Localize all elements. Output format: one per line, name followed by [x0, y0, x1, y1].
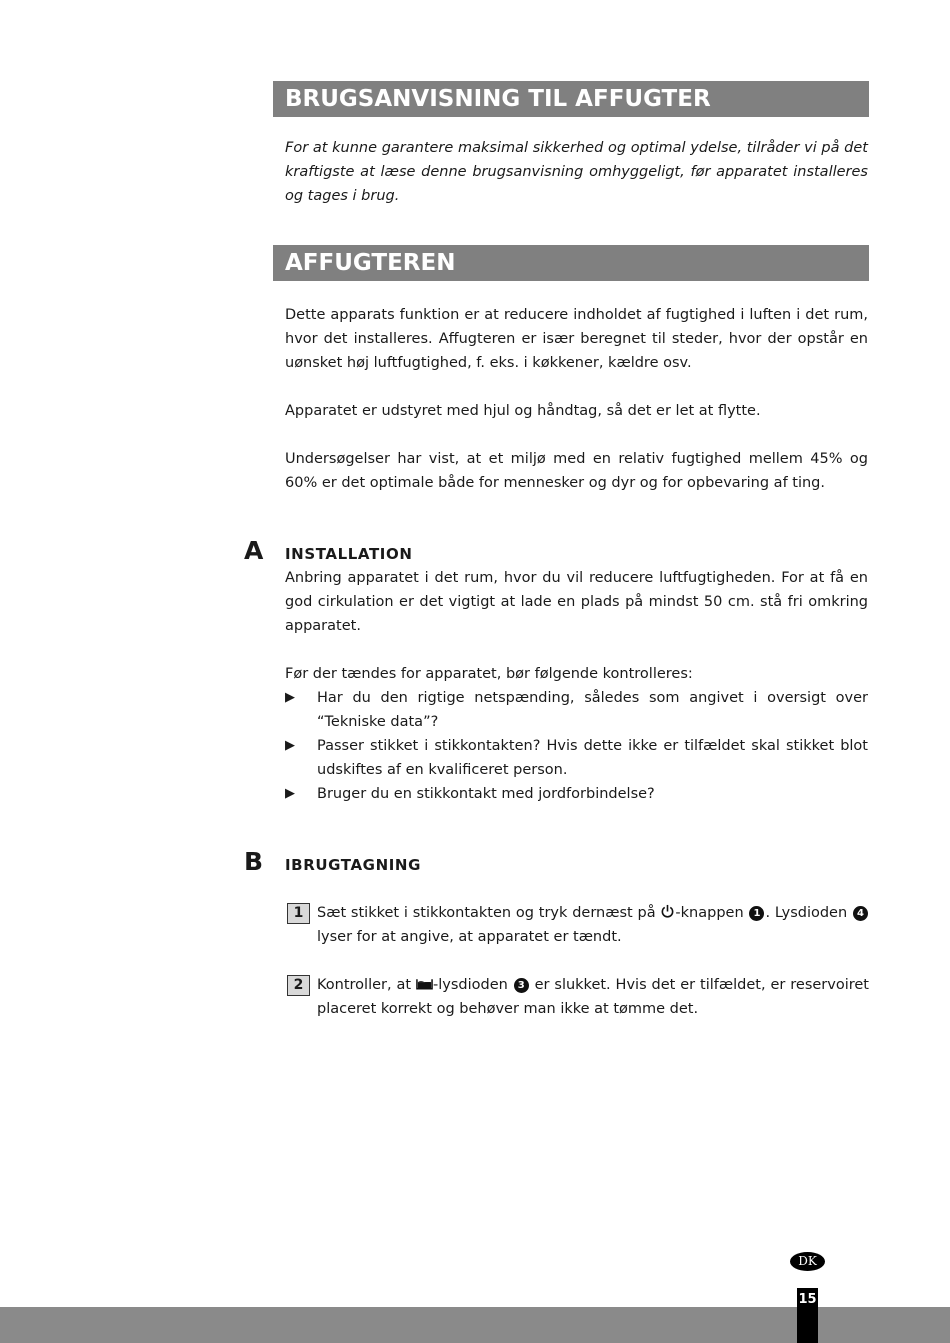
step-number-box: 2 — [287, 975, 310, 996]
section-b-heading: IBRUGTAGNING — [285, 856, 421, 874]
triangle-bullet-icon: ▶ — [285, 738, 295, 753]
list-item — [285, 686, 868, 734]
list-item — [285, 782, 868, 806]
triangle-bullet-icon: ▶ — [285, 786, 295, 801]
step-2-text: Kontroller, at -lysdioden 3 er slukket. Hvis det er tilfældet, er reservoiret placeret korrekt og behøver man ikke at tømme det. — [317, 977, 869, 1017]
section-a-letter: A — [244, 536, 264, 565]
bullet-text: Har du den rigtige netspænding, således som angivet i oversigt over “Tekniske data”? — [317, 690, 868, 730]
reference-number-badge: 4 — [853, 906, 868, 921]
reference-number-badge: 3 — [514, 978, 529, 993]
main-title-banner: BRUGSANVISNING TIL AFFUGTER — [273, 81, 869, 117]
affugteren-paragraph-1: Dette apparats funktion er at reducere indholdet af fugtighed i luften i det rum, hvor det installeres. Affugteren er især beregnet til steder, hvor der opstår en uønsket høj luftfugtighed, f. eks. i køkkener, kældre osv. — [285, 307, 868, 371]
reference-number-badge: 1 — [749, 906, 764, 921]
affugteren-paragraph-3: Undersøgelser har vist, at et miljø med en relativ fugtighed mellem 45% og 60% er det optimale både for mennesker og dyr og for opbevaring af ting. — [285, 451, 868, 491]
water-tank-icon — [416, 978, 433, 990]
section-a-heading: INSTALLATION — [285, 545, 413, 563]
power-icon — [660, 904, 675, 919]
section-b-letter: B — [244, 847, 264, 876]
triangle-bullet-icon: ▶ — [285, 690, 295, 705]
installation-paragraph-1: Anbring apparatet i det rum, hvor du vil reducere luftfugtigheden. For at få en god cirkulation er det vigtigt at lade en plads på mindst 50 cm. stå fri omkring apparatet. — [285, 570, 868, 634]
affugteren-paragraph-2: Apparatet er udstyret med hjul og håndtag, så det er let at flytte. — [285, 403, 761, 419]
installation-paragraph-2: Før der tændes for apparatet, bør følgende kontrolleres: — [285, 666, 693, 682]
step-2 — [287, 973, 869, 1021]
language-badge: DK — [790, 1252, 825, 1271]
page-number: 15 — [797, 1288, 818, 1343]
step-1-text: Sæt stikket i stikkontakten og tryk dernæst på -knappen 1 . Lysdioden 4 lyser for at angive, at apparatet er tændt. — [317, 901, 869, 949]
bullet-text: Bruger du en stikkontakt med jordforbindelse? — [317, 786, 655, 802]
intro-paragraph: For at kunne garantere maksimal sikkerhed og optimal ydelse, tilråder vi på det kraftigste at læse denne brugsanvisning omhyggeligt, før apparatet installeres og tages i brug. — [285, 140, 868, 204]
bullet-text: Passer stikket i stikkontakten? Hvis dette ikke er tilfældet skal stikket blot udskiftes af en kvalificeret person. — [317, 738, 868, 778]
step-number-box: 1 — [287, 903, 310, 924]
step-1 — [287, 901, 869, 949]
section-title-banner: AFFUGTEREN — [273, 245, 869, 281]
list-item — [285, 734, 868, 782]
